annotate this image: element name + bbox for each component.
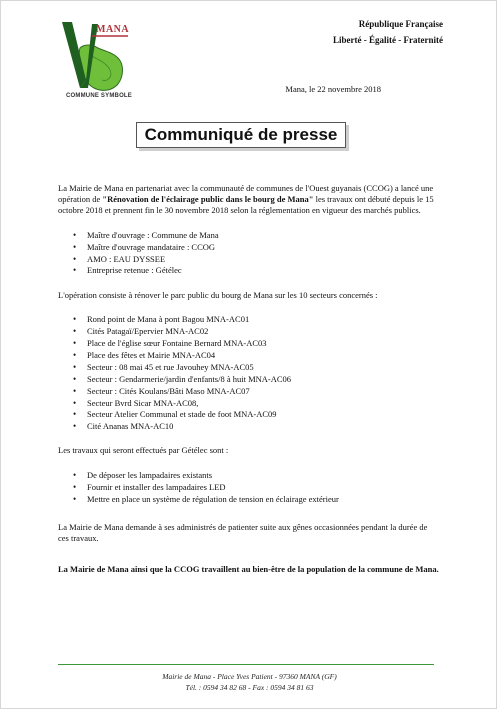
- list-item: • Secteur : Gendarmerie/jardin d'enfants/8 à huit MNA-AC06: [58, 374, 440, 386]
- list-item: • De déposer les lampadaires existants: [58, 470, 440, 482]
- footer-address: Mairie de Mana - Place Yves Patient - 97360 MANA (GF): [162, 672, 337, 681]
- intro-highlight: "Rénovation de l'éclairage public dans le bourg de Mana": [102, 194, 314, 204]
- list-item: • Entreprise retenue : Gétélec: [58, 265, 440, 277]
- date-line: Mana, le 22 novembre 2018: [285, 84, 381, 94]
- intro-text-end: les travaux ont débuté depuis le 15 octobre 2018 et prennent fin le 30 novembre 2018 selon la réglementation en vigueur des marchés publics.: [58, 194, 434, 215]
- page-title: Communiqué de presse: [136, 122, 346, 148]
- list-item: • Secteur Atelier Communal et stade de foot MNA-AC09: [58, 409, 440, 421]
- republic-name: République Française: [358, 19, 443, 29]
- patience-paragraph: La Mairie de Mana demande à ses administrés de patienter suite aux gênes occasionnées pendant la durée de ces travaux.: [58, 521, 428, 543]
- intro-paragraph: [58, 183, 440, 216]
- list-item: • Place des fêtes et Mairie MNA-AC04: [58, 350, 440, 362]
- intro-text-start: La Mairie de Mana en partenariat avec la communauté de communes de l'Ouest guyanais (CCOG) a lancé une opération de: [58, 183, 434, 204]
- operation-paragraph: L'opération consiste à rénover le parc public du bourg de Mana sur les 10 secteurs concernés :: [58, 290, 378, 301]
- footer-divider: [58, 664, 434, 665]
- list-item: • Maître d'ouvrage mandataire : CCOG: [58, 242, 440, 254]
- list-item: • AMO : EAU DYSSEE: [58, 254, 440, 266]
- list-item: • Place de l'église sœur Fontaine Bernard MNA-AC03: [58, 338, 440, 350]
- list-item: • Cité Ananas MNA-AC10: [58, 421, 440, 433]
- stakeholder-list: [58, 230, 440, 277]
- sector-list: [58, 314, 440, 433]
- republic-motto: Liberté - Égalité - Fraternité: [333, 35, 443, 45]
- list-item: • Cités Patagaï/Epervier MNA-AC02: [58, 326, 440, 338]
- footer: [0, 671, 499, 693]
- footer-phones: Tél. : 0594 34 82 68 - Fax : 0594 34 81 63: [185, 683, 314, 692]
- list-item: • Secteur Bvrd Sicar MNA-AC08,: [58, 398, 440, 410]
- logo-name: MANA: [96, 24, 130, 35]
- closing-paragraph: La Mairie de Mana ainsi que la CCOG travaillent au bien-être de la population de la commune de Mana.: [58, 563, 439, 574]
- list-item: • Secteur : 08 mai 45 et rue Javouhey MNA-AC05: [58, 362, 440, 374]
- works-paragraph: Les travaux qui seront effectués par Gétélec sont :: [58, 445, 229, 456]
- logo-caption: COMMUNE SYMBOLE: [66, 93, 132, 99]
- list-item: • Secteur : Cités Koulans/Bâti Maso MNA-AC07: [58, 386, 440, 398]
- list-item: • Rond point de Mana à pont Bagou MNA-AC01: [58, 314, 440, 326]
- document-body: [58, 183, 440, 575]
- list-item: • Maître d'ouvrage : Commune de Mana: [58, 230, 440, 242]
- list-item: • Fournir et installer des lampadaires LED: [58, 482, 440, 494]
- republic-header: [333, 16, 443, 48]
- list-item: • Mettre en place un système de régulation de tension en éclairage extérieur: [58, 494, 440, 506]
- works-list: [58, 470, 440, 505]
